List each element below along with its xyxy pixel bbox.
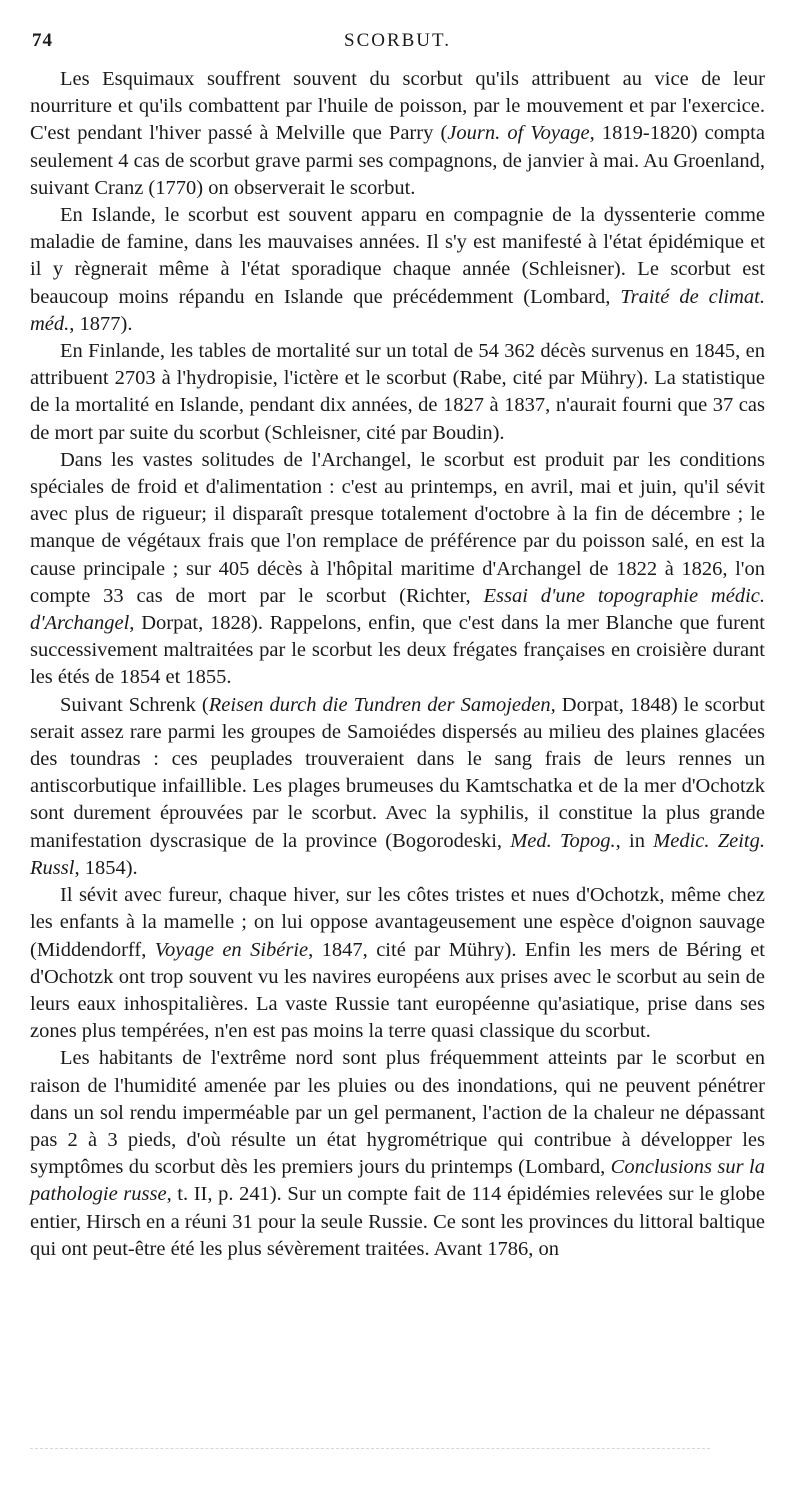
page-number: 74 xyxy=(32,30,53,51)
text-run: Les habitants de l'extrême nord sont plus fréquemment atteints par le scorbut en raison de l'humidité amenée par les pluies ou des inondations, qui ne peuvent pénétrer dans un sol rendu imperméable par un gel permanent, l'action de la chaleur ne dépassant pas 2 à 3 pieds, d'où résulte un état hygrométrique qui contribue à développer les symptômes du scorbut dès les premiers jours du printemps (Lombard, xyxy=(30,1047,765,1179)
paragraph xyxy=(30,692,765,882)
text-run: , t. II, p. 241). Sur un compte fait de 114 épidémies relevées sur le globe entier, Hirsch en a réuni 31 pour la seule Russie. Ce sont les provinces du littoral baltique qui ont peut-être été les plus sévèrement traitées. Avant 1786, on xyxy=(30,1183,766,1260)
text-run: En Finlande, les tables de mortalité sur un total de 54 362 décès survenus en 1845, en attribuent 2703 à l'hydropisie, l'ictère et le scorbut (Rabe, cité par Mühry). La statistique de la mortalité en Islande, pendant dix années, de 1827 à 1837, n'aurait fourni que 37 cas de mort par suite du scorbut (Schleisner, cité par Boudin). xyxy=(30,340,765,444)
italic-citation: Medic. Zeitg. Russl xyxy=(30,829,765,879)
italic-citation: Essai d'une topographie médic. d'Archangel xyxy=(30,584,765,635)
text-run: , 1847, cité par Mühry). Enfin les mers de Béring et d'Ochotzk ont trop souvent vu les navires européens aux prises avec le scorbut au sein de leurs eaux inhospitalières. La vaste Russie tant européenne qu'asiatique, prise dans ses zones plus tempérées, n'en est pas moins la terre quasi classique du scorbut. xyxy=(30,938,765,1043)
paragraph xyxy=(30,882,765,1045)
page-header xyxy=(30,30,765,62)
italic-citation: Med. Topog. xyxy=(510,829,616,852)
running-head: SCORBUT. xyxy=(344,30,451,51)
paragraph xyxy=(30,66,765,202)
italic-citation: Conclusions sur la pathologie russe xyxy=(30,1156,765,1206)
text-run: , in xyxy=(615,829,654,852)
text-run: Dans les vastes solitudes de l'Archangel, le scorbut est produit par les conditions spéciales de froid et d'alimentation : c'est au printemps, en avril, mai et juin, qu'il sévit avec plus de rigueur; il disparaît presque totalement d'octobre à la fin de décembre ; le manque de végétaux frais que l'on remplace de préférence par du poisson salé, en est la cause principale ; sur 405 décès à l'hôpital maritime d'Archangel de 1822 à 1826, l'on compte 33 cas de mort par le scorbut (Richter, xyxy=(30,448,765,607)
text-run: , 1877). xyxy=(69,312,133,335)
italic-citation: Traité de climat. méd. xyxy=(30,285,766,335)
paragraph xyxy=(30,338,765,447)
bottom-margin-marks xyxy=(30,1448,710,1449)
paragraph xyxy=(30,1045,765,1263)
text-run: En Islande, le scorbut est souvent apparu en compagnie de la dyssenterie comme maladie de famine, dans les mauvaises années. Il s'y est manifesté à l'état épidémique et il y règnerait même à l'état sporadique chaque année (Schleisner). Le scorbut est beaucoup moins répandu en Islande que précédemment (Lombard, xyxy=(30,204,765,308)
italic-citation: Reisen durch die Tundren der Samojeden xyxy=(208,693,551,716)
italic-citation: Voyage en Sibérie xyxy=(154,938,309,961)
text-run: , Dorpat, 1848) le scorbut serait assez rare parmi les groupes de Samoiédes dispersés au milieu des plaines glacées des toundras : ces peuplades trouveraient dans le sang frais de leurs rennes un antiscorbutique infaillible. Les plages brumeuses du Kamtschatka et de la mer d'Ochotzk sont durement éprouvées par le scorbut. Avec la syphilis, il constitue la plus grande manifestation dyscrasique de la province (Bogorodeski, xyxy=(30,693,765,852)
text-run: Les Esquimaux souffrent souvent du scorbut qu'ils attribuent au vice de leur nourriture et qu'ils combattent par l'huile de poisson, par le mouvement et par l'exercice. C'est pendant l'hiver passé à Melville que Parry ( xyxy=(30,68,765,145)
body-text xyxy=(30,66,765,1263)
text-run: , Dorpat, 1828). Rappelons, enfin, que c'est dans la mer Blanche que furent successivement maltraitées par le scorbut les deux frégates françaises en croisière durant les étés de 1854 et 1855. xyxy=(30,612,765,689)
paragraph xyxy=(30,447,765,692)
text-run: , 1819-1820) compta seulement 4 cas de scorbut grave parmi ses compagnons, de janvier à mai. Au Groenland, suivant Cranz (1770) on observerait le scorbut. xyxy=(30,122,765,199)
text-run: Il sévit avec fureur, chaque hiver, sur les côtes tristes et nues d'Ochotzk, même chez les enfants à la mamelle ; on lui oppose avantageusement une espèce d'oignon sauvage (Middendorff, xyxy=(30,884,765,961)
italic-citation: Journ. of Voyage xyxy=(447,122,590,145)
paragraph xyxy=(30,202,765,338)
text-run: , 1854). xyxy=(74,856,138,879)
book-page xyxy=(30,30,765,1263)
text-run: Suivant Schrenk ( xyxy=(60,693,209,716)
